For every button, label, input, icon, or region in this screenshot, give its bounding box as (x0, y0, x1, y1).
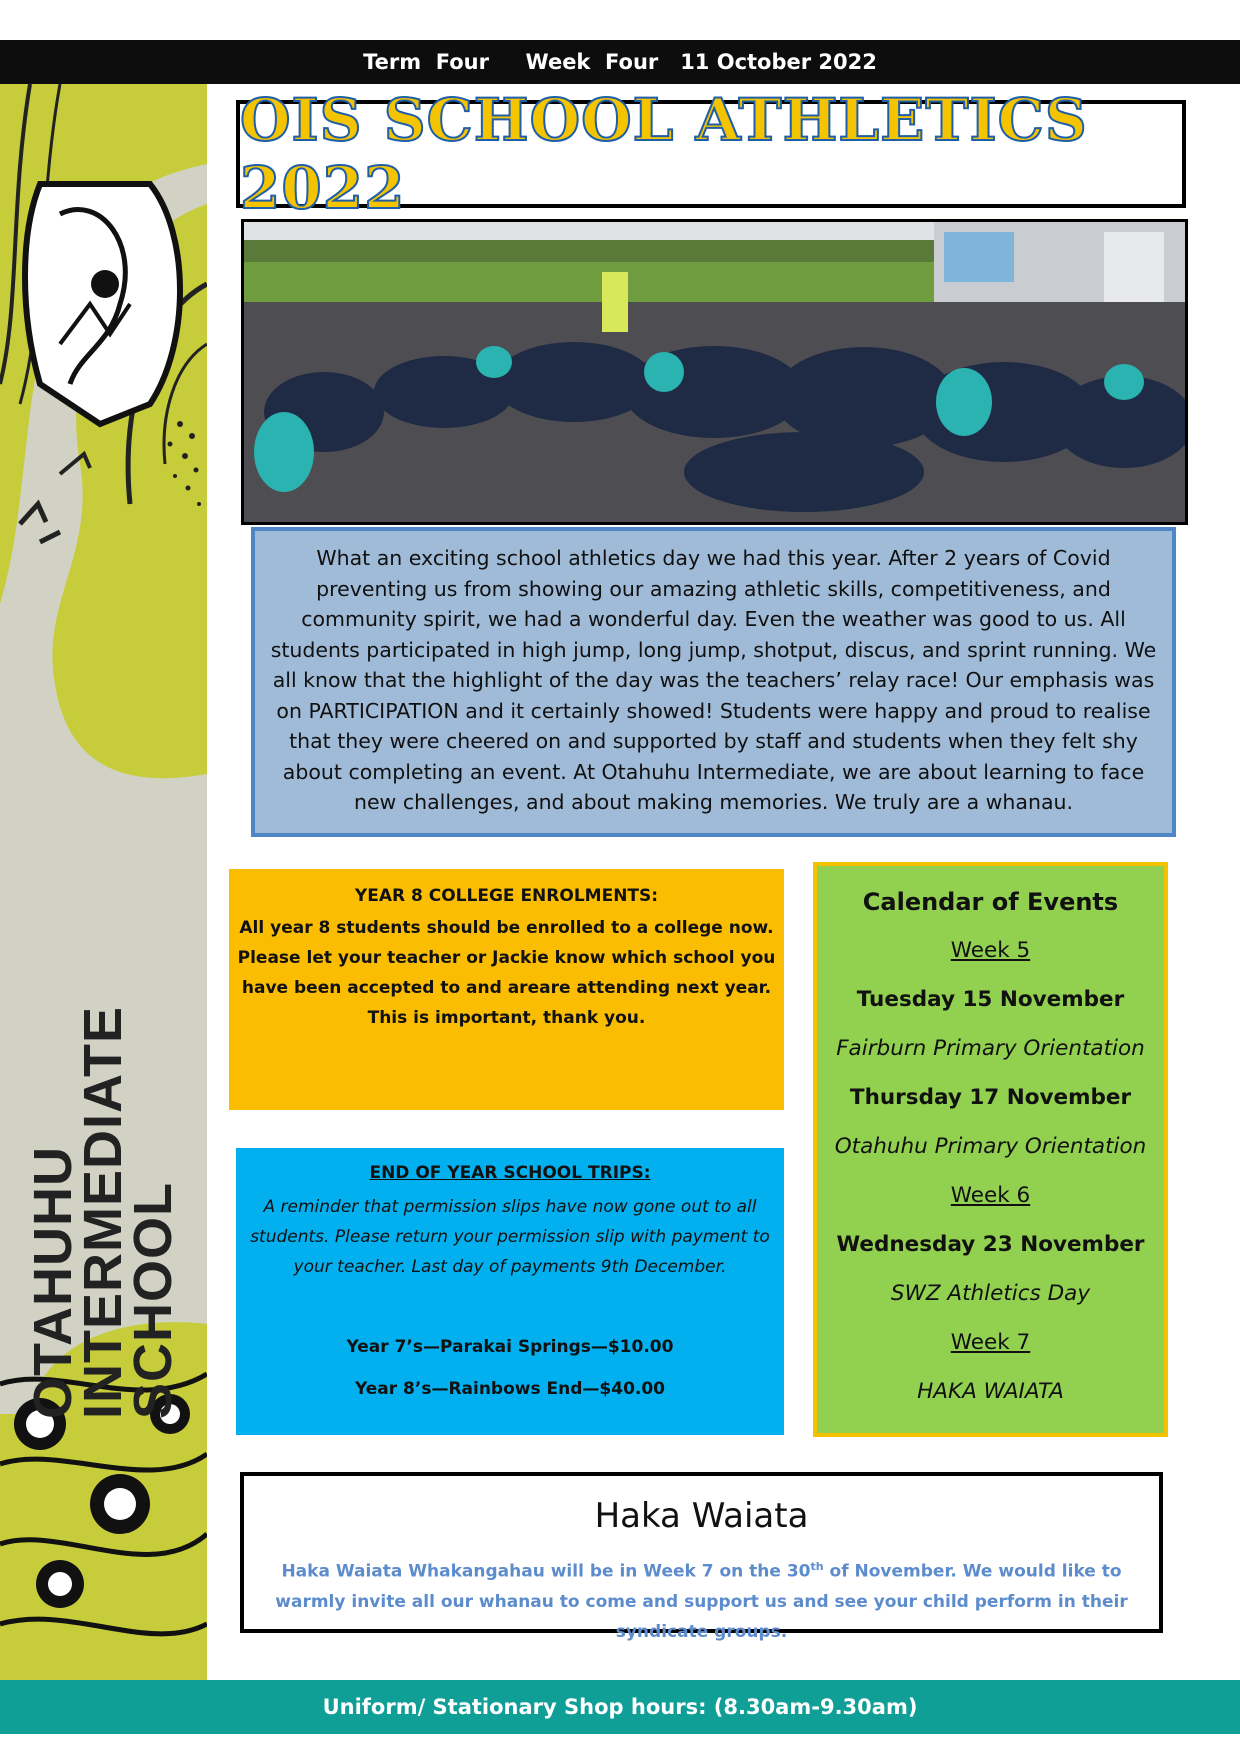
week-label: Week Four (525, 50, 659, 74)
page-title: OIS SCHOOL ATHLETICS 2022 (240, 86, 1088, 222)
enrolments-box (229, 869, 784, 1110)
intro-text-box (251, 527, 1176, 837)
date-label: 11 October 2022 (680, 50, 877, 74)
intro-text: What an exciting school athletics day we had this year. After 2 years of Covid preventing us from showing our amazing athletic skills, competitiveness, and community spirit, we had a wonderful day. Even the weather was good to us. All students participated in high jump, long jump, shotput, discus, and sprint running. We all know that the highlight of the day was the teachers’ relay race! Our emphasis was on PARTICIPATION and it certainly showed! Students were happy and proud to realise that they were cheered on and supported by staff and students when they felt shy about completing an event. At Otahuhu Intermediate, we are about learning to face new challenges, and about making memories. We truly are a whanau. (270, 546, 1157, 814)
athletics-photo (241, 219, 1188, 525)
footer-bar (0, 1680, 1240, 1734)
calendar-box (813, 862, 1168, 1437)
calendar-week-6: Week 6 (950, 1183, 1031, 1208)
haka-title: Haka Waiata (594, 1496, 809, 1536)
calendar-date: Tuesday 15 November (856, 987, 1125, 1012)
term-label: Term Four (363, 50, 489, 74)
calendar-date: Thursday 17 November (849, 1085, 1132, 1110)
header-bar (0, 40, 1240, 84)
calendar-event: Fairburn Primary Orientation (836, 1036, 1145, 1061)
trips-box (236, 1148, 784, 1435)
calendar-week-5: Week 5 (950, 938, 1031, 963)
calendar-event: SWZ Athletics Day (890, 1281, 1091, 1306)
calendar-title: Calendar of Events (862, 888, 1119, 916)
calendar-event: HAKA WAIATA (917, 1379, 1064, 1404)
haka-body: Haka Waiata Whakangahau will be in Week 7 on the 30th of November. We would like to warmly invite all our whanau to come and support us and see your child perform in their syndicate groups. (275, 1560, 1128, 1642)
calendar-week-7: Week 7 (950, 1330, 1031, 1355)
haka-waiata-box (240, 1472, 1163, 1642)
enrolments-heading: YEAR 8 COLLEGE ENROLMENTS: (354, 886, 659, 906)
enrolments-body: All year 8 students should be enrolled to a college now. Please let your teacher or Jackie know which school you have been accepted to and areare attending next year. This is important, thank you. (237, 918, 776, 1028)
calendar-date: Wednesday 23 November (836, 1232, 1145, 1257)
trips-body: A reminder that permission slips have now gone out to all students. Please return your permission slip with payment to your teacher. Last day of payments 9th December. (250, 1197, 770, 1277)
trips-heading: END OF YEAR SCHOOL TRIPS: (369, 1163, 651, 1183)
sidebar-decoration (0, 84, 207, 1680)
trip-year8: Year 8’s—Rainbows End—$40.00 (354, 1379, 666, 1399)
title-box (236, 86, 1186, 222)
school-name-vertical: OTAHUHU INTERMEDIATE SCHOOL (23, 1006, 183, 1419)
calendar-event: Otahuhu Primary Orientation (834, 1134, 1147, 1159)
school-crest-icon (25, 184, 180, 424)
shop-hours: Uniform/ Stationary Shop hours: (8.30am-9.30am) (322, 1695, 918, 1719)
trip-year7: Year 7’s—Parakai Springs—$10.00 (346, 1337, 674, 1357)
